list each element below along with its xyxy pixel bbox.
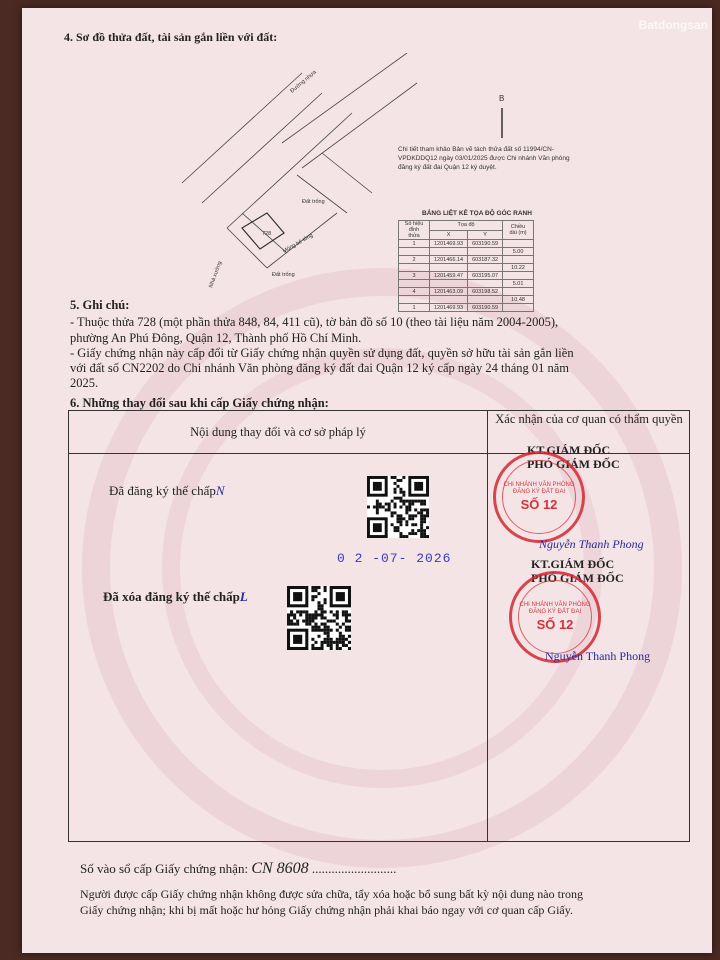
official-stamp-1: CHI NHÁNH VĂN PHÒNG ĐĂNG KÝ ĐẤT ĐAI SỐ 12 [493,451,585,543]
coord-cell: 3 [399,272,430,280]
sign-title-2b: PHÓ GIÁM ĐỐC [531,571,624,585]
signer-signature-1: Nguyễn Thanh Phong [539,537,644,551]
entry-mortgage-deleted: Đã xóa đăng ký thế chấpL [103,589,248,604]
section5-notes [70,298,700,392]
sign-title-1b: KT.GIÁM ĐỐC [531,557,615,571]
coord-cell: 603198.52 [468,288,503,296]
section6-title: 6. Những thay đổi sau khi cấp Giấy chứng nhận: [70,396,329,410]
changes-table [68,410,690,842]
coord-header-length: Chiều dài (m) [503,221,534,240]
coord-row [399,280,534,288]
coord-row [399,256,534,264]
section5-title: 5. Ghi chú: [70,298,130,312]
coord-cell: 603187.32 [468,256,503,264]
coord-cell: 5.00 [503,248,534,256]
coord-header-x: X [430,230,468,240]
certificate-page [22,8,712,953]
coord-header-y: Y [468,230,503,240]
note-line-2: phường An Phú Đông, Quận 12, Thành phố Hồ Chí Minh. [70,330,362,345]
map-label-asphalt-road: Đường nhựa [289,69,318,95]
coord-cell [468,264,503,272]
coord-cell [503,288,534,296]
entry-date-stamp: 0 2 -07- 2026 [337,551,452,566]
registration-line: Số vào sổ cấp Giấy chứng nhận: CN 8608 .......................... [80,860,397,877]
map-label-foundation: Móng bê tông [282,232,315,255]
footer-warning [80,886,700,918]
coord-cell [430,264,468,272]
coord-cell [503,256,534,264]
coord-cell [503,272,534,280]
map-label-factory: Nhà xưởng [208,260,224,289]
coord-cell: 5.01 [503,280,534,288]
plot-note: Chi tiết tham khảo Bản vẽ tách thửa đất số 11994/CN-VPDKDDQ12 ngày 03/01/2025 được Chi nhánh Văn phòng đăng ký đất đai Quận 12 ký duyệt. [398,146,570,171]
coord-row [399,248,534,256]
qr-code-1 [367,476,429,538]
coord-table-title: BẢNG LIỆT KÊ TỌA ĐỘ GÓC RANH [422,210,532,217]
coord-cell: 2 [399,256,430,264]
coord-cell [399,280,430,288]
coord-cell [503,240,534,248]
coord-header-vertex: Số hiệu đỉnh thửa [399,221,430,240]
map-label-empty-land: Đất trống [302,199,325,205]
coord-cell: 1201463.09 [430,288,468,296]
coord-cell: 1 [399,240,430,248]
signer-name-2: Nguyễn Thanh Phong [545,649,651,663]
coord-cell [399,264,430,272]
coord-row [399,272,534,280]
coord-row [399,288,534,296]
land-plot-diagram [172,53,422,313]
note-line-4: với đất số CN2202 do Chi nhánh Văn phòng đăng ký đất đai Quận 12 ký cấp ngày 24 tháng 01 năm [70,361,570,375]
coord-cell [468,248,503,256]
note-line-3: - Giấy chứng nhận này cấp đổi từ Giấy chứng nhận quyền sử dụng đất, quyền sở hữu tài sản gắn liền [70,345,574,360]
sign-title-1a: KT.GIÁM ĐỐC [527,443,611,457]
entry-mortgage-registered: Đã đăng ký thế chấpN [109,483,225,498]
footer-line-2: Giấy chứng nhận; khi bị mất hoặc hư hỏng Giấy chứng nhận phải khai báo ngay với cơ quan cấp Giấy. [80,903,573,918]
note-line-1: - Thuộc thửa 728 (một phần thửa 848, 84, 411 cũ), tờ bản đồ số 10 (theo tài liệu năm 2004-2005), [70,315,559,330]
coord-cell: 4 [399,288,430,296]
coord-cell: 10.48 [503,296,534,304]
coord-cell [468,280,503,288]
coord-cell [430,248,468,256]
changes-col-content: Nội dung thay đổi và cơ sở pháp lý [190,425,366,439]
coord-cell: 603195.07 [468,272,503,280]
coord-cell: 10.22 [503,264,534,272]
changes-col-confirm: Xác nhận của cơ quan có thẩm quyền [495,412,683,426]
coord-cell [430,280,468,288]
coord-cell: 1201469.93 [430,304,468,312]
note-line-5: 2025. [70,376,99,391]
brand-watermark: Batdongsan [638,18,708,32]
registration-number: CN 8608 [251,860,309,877]
sign-title-2a: PHÓ GIÁM ĐỐC [527,457,620,471]
coord-row [399,264,534,272]
coord-cell: 603190.59 [468,304,503,312]
coord-cell [399,248,430,256]
coord-cell: 1201469.93 [430,240,468,248]
north-arrow-icon [492,83,512,143]
coord-cell: 1201466.14 [430,256,468,264]
coord-header-group: Tọa độ [430,221,503,231]
svg-text:B: B [499,94,505,103]
coord-cell: 1201459.47 [430,272,468,280]
coord-cell: 603190.59 [468,240,503,248]
official-stamp-2: CHI NHÁNH VĂN PHÒNG ĐĂNG KÝ ĐẤT ĐAI SỐ 12 [509,571,601,663]
coord-cell: 1 [399,304,430,312]
map-label-empty-land-2: Đất trống [272,272,295,278]
map-label-parcel: 728 [262,231,272,237]
footer-line-1: Người được cấp Giấy chứng nhận không được sửa chữa, tẩy xóa hoặc bổ sung bất kỳ nội dung nào trong [80,887,583,901]
section4-title: 4. Sơ đồ thửa đất, tài sản gắn liền với đất: [64,30,278,44]
coord-row [399,240,534,248]
qr-code-2 [287,586,351,650]
